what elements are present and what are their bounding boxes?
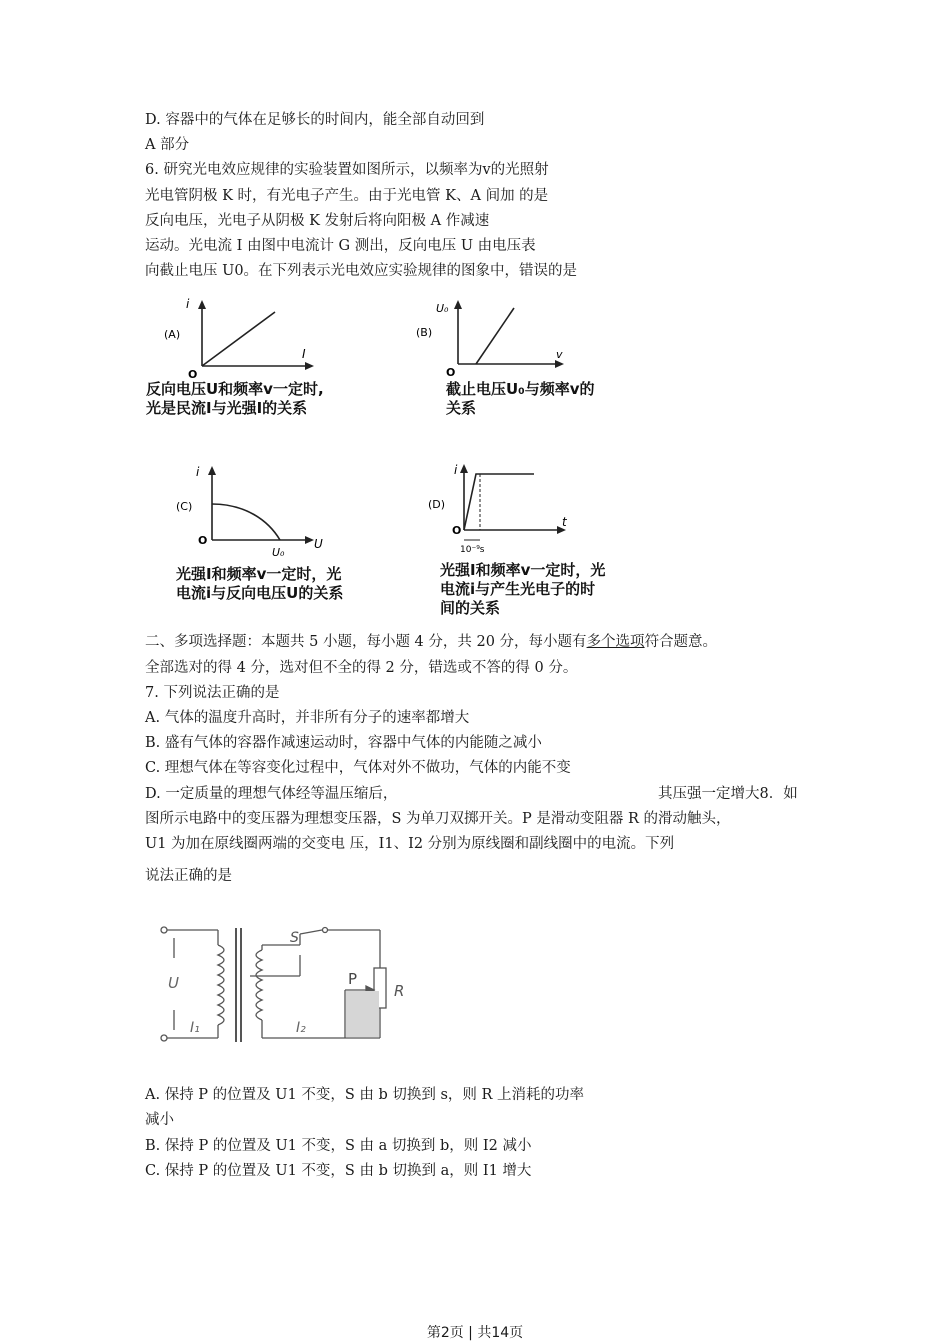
page-footer: 第2页 | 共14页 (426, 1325, 524, 1341)
graph-c-caption: 电流i与反向电压U的关系 (176, 584, 344, 602)
graph-label: (D) (428, 498, 446, 511)
graph-c-caption: 光强I和频率v一定时，光 (176, 565, 342, 583)
svg-text:S: S (290, 930, 299, 946)
transformer-circuit (150, 910, 420, 1055)
graph-d-caption: 电流i与产生光电子的时 (440, 580, 596, 598)
section-heading: 二、多项选择题：本题共 5 小题，每小题 4 分，共 20 分，每小题有多个选项符合题意。 (145, 634, 718, 650)
graph-b-caption: 关系 (446, 399, 477, 417)
graph-curve (212, 504, 280, 540)
text-line: 光电管阴极 K 时，有光电子产生。由于光电管 K、A 间加 的是 (145, 188, 549, 204)
graph-b-caption: 截止电压U₀与频率v的 (446, 380, 595, 398)
question-7-stem: 7. 下列说法正确的是 (145, 685, 280, 701)
text-line: 全部选对的得 4 分，选对但不全的得 2 分，错选或不答的得 0 分。 (145, 660, 578, 676)
graph-curve (476, 308, 514, 364)
svg-text:O: O (188, 368, 198, 378)
option-a: A. 气体的温度升高时，并非所有分子的速率都增大 (145, 710, 470, 726)
svg-text:t: t (562, 515, 567, 529)
graph-a (150, 298, 350, 378)
text-line: 向截止电压 U0。在下列表示光电效应实验规律的图象中，错误的是 (145, 263, 578, 279)
svg-text:U: U (314, 537, 323, 551)
graph-d-caption: 光强I和频率v一定时，光 (440, 561, 606, 579)
svg-text:i: i (196, 465, 200, 479)
graph-a-caption: 反向电压U和频率v一定时, (146, 380, 324, 398)
svg-text:U: U (168, 974, 179, 992)
option-a: A. 保持 P 的位置及 U1 不变，S 由 b 切换到 s，则 R 上消耗的功率 (145, 1087, 585, 1103)
text-line: U1 为加在原线圈两端的交变电 压，I1、I2 分别为原线圈和副线圈中的电流。下列 (145, 836, 675, 852)
question-8-stem: 图所示电路中的变压器为理想变压器，S 为单刀双掷开关。P 是滑动变阻器 R 的滑动触头， (145, 811, 731, 827)
graph-c (160, 462, 380, 560)
svg-text:I₁: I₁ (190, 1020, 200, 1036)
svg-text:O: O (446, 366, 456, 378)
svg-text:i: i (454, 463, 458, 477)
svg-text:U₀: U₀ (272, 546, 285, 559)
svg-text:O: O (198, 534, 208, 547)
text-line: 减小 (145, 1112, 174, 1128)
svg-text:R: R (394, 982, 405, 1000)
svg-text:10⁻⁹s: 10⁻⁹s (460, 545, 485, 555)
graph-a-caption: 光是民流I与光强I的关系 (146, 399, 308, 417)
graph-d-caption: 间的关系 (440, 599, 501, 617)
option-c: C. 理想气体在等容变化过程中，气体对外不做功，气体的内能不变 (145, 760, 571, 776)
option-d-tail: 其压强一定增大8．如 (658, 786, 798, 802)
svg-text:I₂: I₂ (296, 1020, 306, 1036)
graph-label: (A) (164, 328, 181, 341)
svg-text:v: v (556, 348, 563, 361)
text-line: 运动。光电流 I 由图中电流计 G 测出，反向电压 U 由电压表 (145, 238, 536, 254)
svg-text:U₀: U₀ (436, 302, 449, 315)
graph-curve (464, 474, 534, 530)
graph-label: (C) (176, 500, 193, 513)
svg-text:I: I (302, 347, 306, 361)
option-b: B. 保持 P 的位置及 U1 不变，S 由 a 切换到 b，则 I2 减小 (145, 1138, 532, 1154)
svg-text:P: P (348, 970, 358, 988)
text-line: 反向电压，光电子从阴极 K 发射后将向阳极 A 作减速 (145, 213, 490, 229)
graph-d (424, 460, 604, 560)
graph-b (410, 296, 610, 378)
svg-text:O: O (452, 524, 462, 537)
graph-label: (B) (416, 326, 433, 339)
text-line: 说法正确的是 (145, 868, 232, 884)
question-6-stem: 6. 研究光电效应规律的实验装置如图所示，以频率为v的光照射 (145, 162, 549, 178)
svg-text:i: i (186, 298, 190, 311)
option-d: D. 一定质量的理想气体经等温压缩后， (145, 786, 398, 802)
text-line: A 部分 (145, 137, 190, 153)
option-c: C. 保持 P 的位置及 U1 不变，S 由 b 切换到 a，则 I1 增大 (145, 1163, 532, 1179)
underlined-text: 多个选项 (586, 634, 645, 650)
text-line: D. 容器中的气体在足够长的时间内，能全部自动回到 (145, 112, 485, 128)
graph-curve (202, 312, 275, 366)
option-b: B. 盛有气体的容器作减速运动时，容器中气体的内能随之减小 (145, 735, 542, 751)
